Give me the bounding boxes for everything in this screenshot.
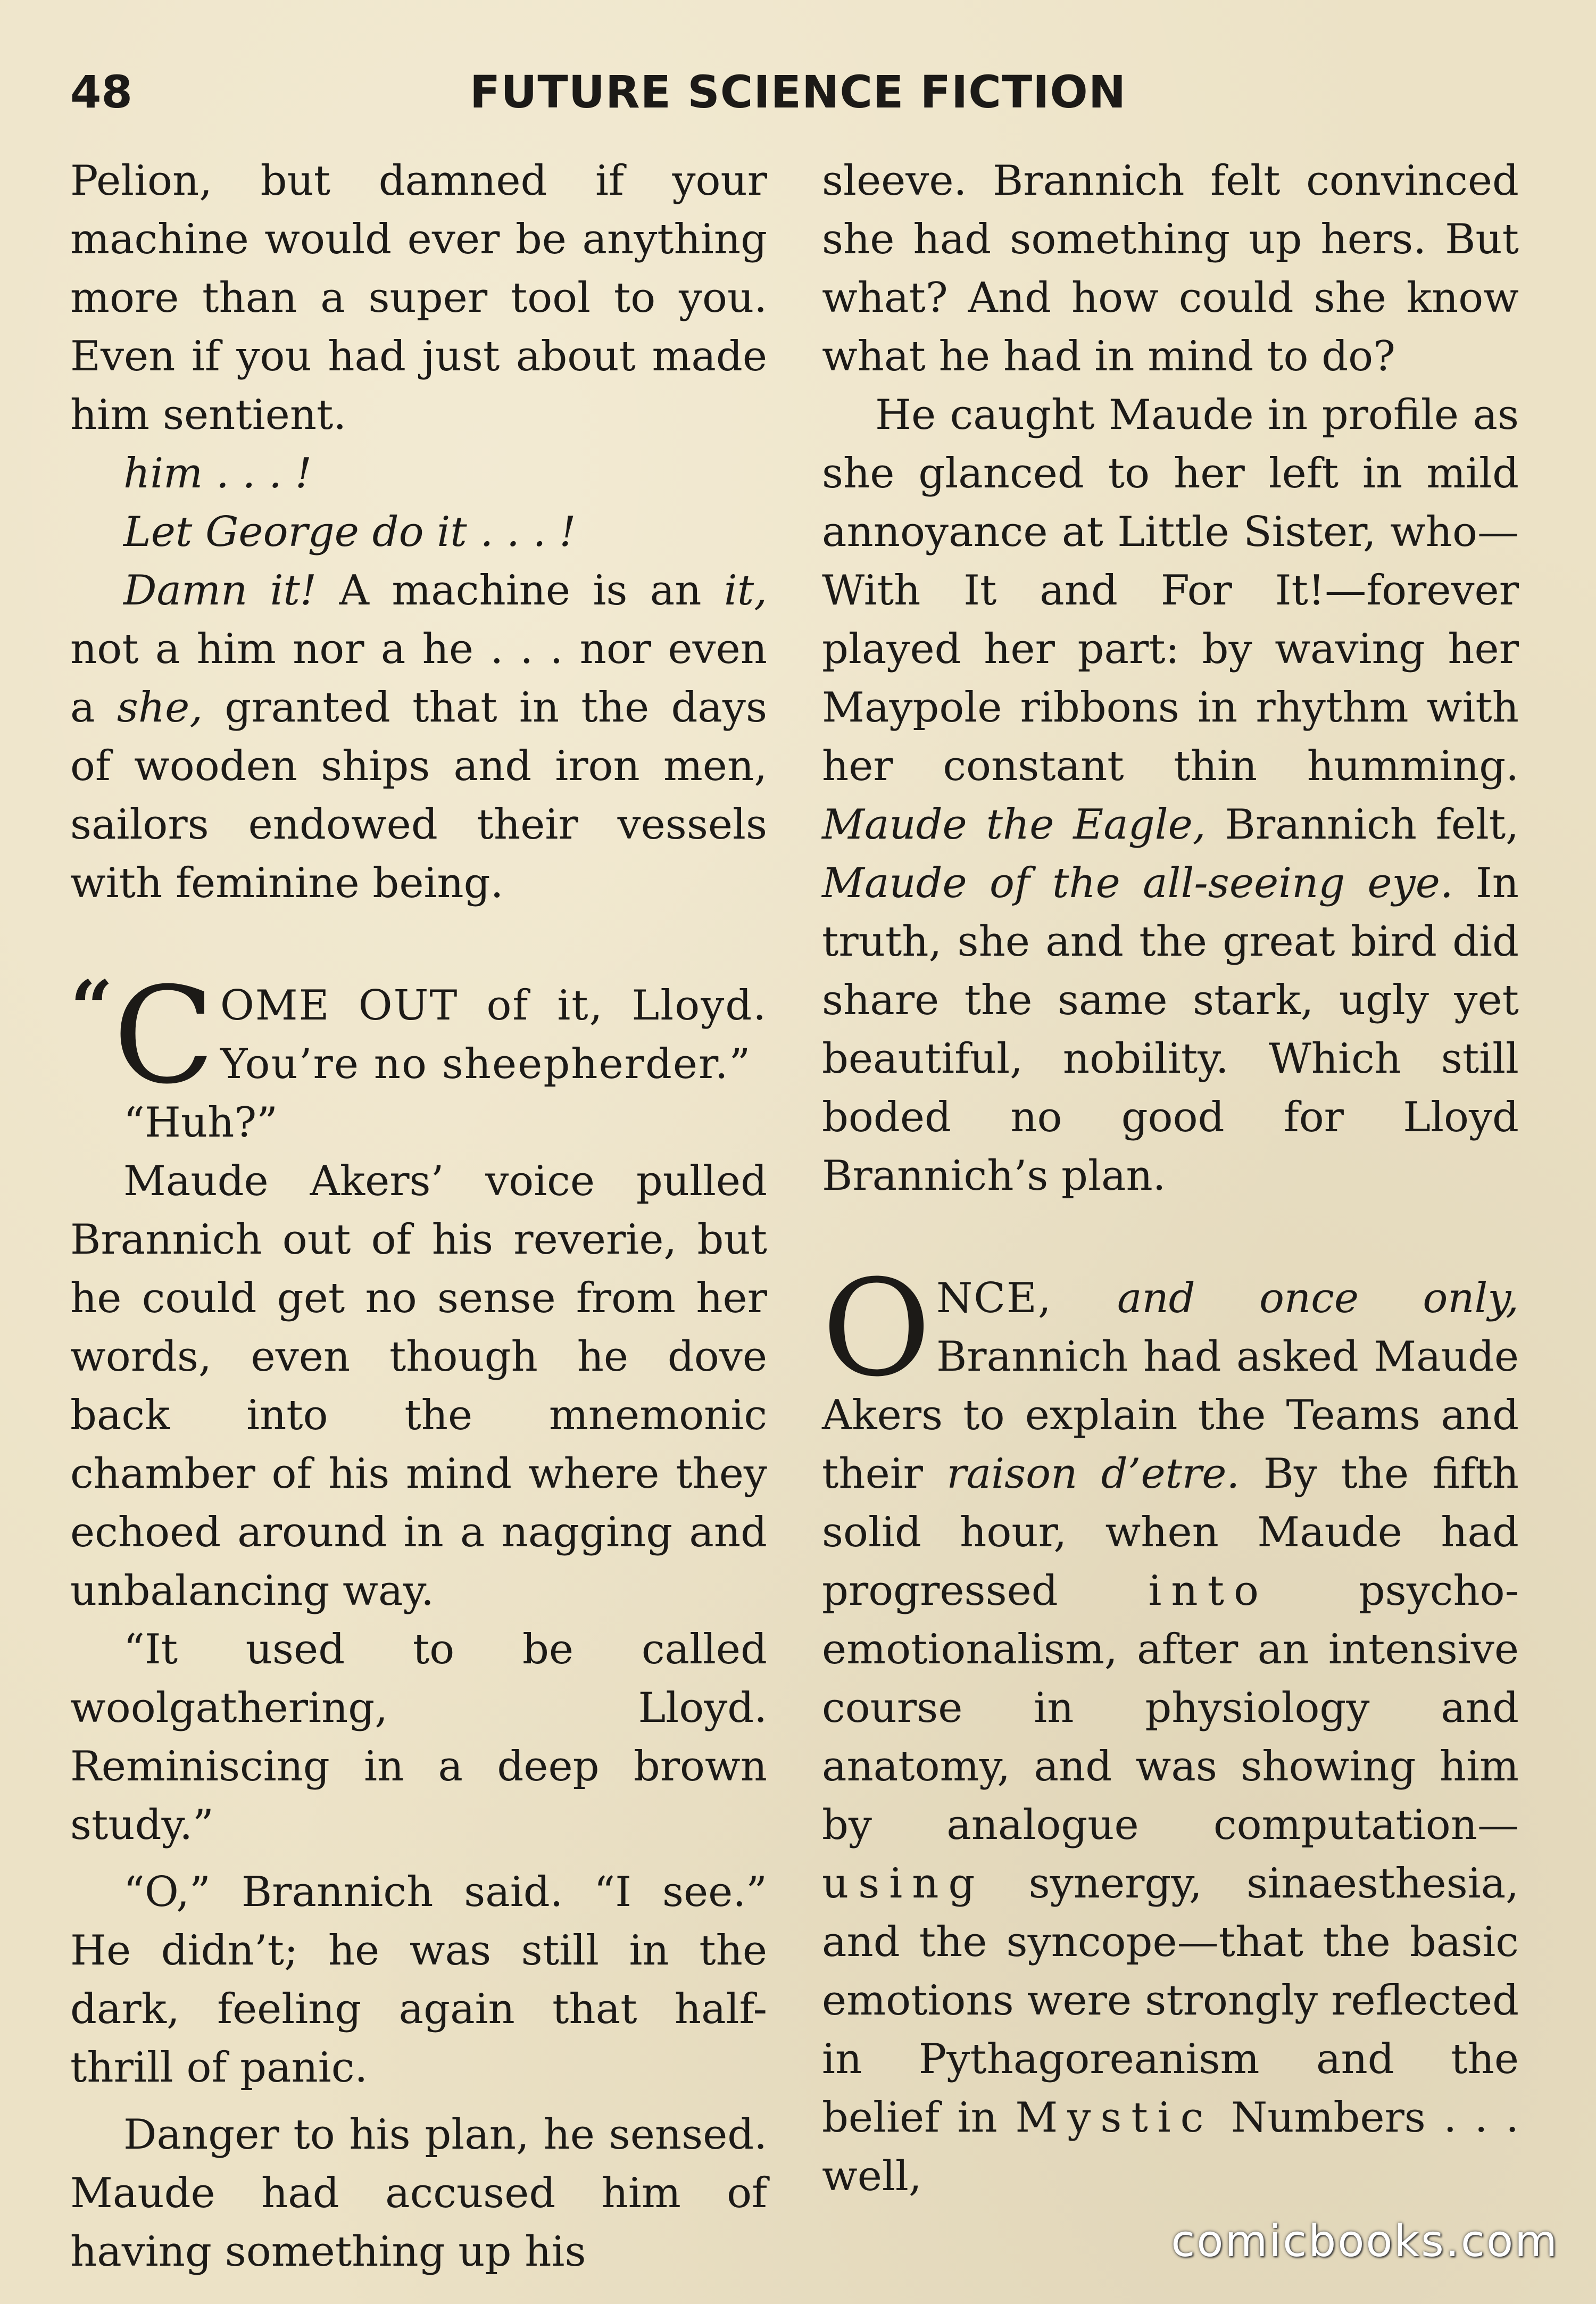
opening-quote: “ [70,965,113,1052]
watermark: comicbooks.com [1171,2216,1559,2267]
paragraph: “It used to be called woolgathering, Lloyd. Reminiscing in a deep brown study.” [70,1626,767,1849]
section-opening-paragraph [70,958,767,1113]
paragraph [70,503,767,561]
spacer [70,2097,767,2106]
text-run: NCE, [936,1274,1117,1322]
text-run: Brannich felt, [1206,801,1519,849]
italic-text: and once only, [1117,1274,1519,1322]
page-number: 48 [70,66,132,118]
page-header [0,63,1596,121]
paragraph: sleeve. Brannich felt convinced she had something up hers. But what? And how could she know what he had in mind to do? [822,157,1519,380]
text-run: In truth, she and the great bird did share the same stark, ugly yet beautiful, nobility. Which still boded no good for Lloyd Brannich’s plan. [822,859,1519,1200]
paragraph: Danger to his plan, he sensed. Maude had accused him of having something up his [70,2111,767,2276]
spaced-text: using [822,1860,985,1908]
italic-text: Damn it! [123,567,317,615]
text-run: A machine is an [317,567,724,615]
text-run: By the fifth solid hour, when Maude had progressed [822,1450,1519,1615]
paragraph [822,386,1519,1205]
spaced-text: into [1148,1567,1268,1615]
text-run: granted that in the days of wooden ships and iron men, sailors endowed their vessels with feminine being. [70,684,767,907]
italic-text: Maude of the all-seeing eye. [822,859,1453,907]
paragraph: “O,” Brannich said. “I see.” He didn’t; he was still in the dark, feeling again that half-thrill of panic. [70,1868,767,2092]
paragraph: Maude Akers’ voice pulled Brannich out of his reverie, but he could get no sense from her words, even though he dove back into the mnemonic chamber of his mind where they echoed around in a nagging and unbalancing way. [70,1157,767,1615]
section-opening-paragraph [822,1251,1519,2206]
running-title: FUTURE SCIENCE FICTION [469,66,1127,118]
text-run: Numbers . . . well, [822,2094,1519,2200]
text-run: OME OUT of it, Lloyd. You’re no sheepherder.” [220,982,767,1088]
right-column [822,152,1519,2206]
italic-text: Let George do it . . . ! [123,508,576,556]
paragraph: “Huh?” [123,1099,278,1147]
italic-text: she, [117,684,203,732]
italic-text: it, [724,567,767,615]
paragraph [70,444,767,503]
italic-text: Maude the Eagle, [822,801,1206,849]
italic-text: raison d’etre. [946,1450,1240,1498]
drop-cap: O [822,1251,931,1406]
text-run: not a him nor a he . . . nor even a [70,625,767,732]
paragraph: Pelion, but damned if your machine would ever be anything more than a super tool to you. Even if you had just about made him sentient. [70,157,767,439]
text-run: psycho-emotionalism, after an intensive course in physiology and anatomy, and was showing him by analogue computation— [822,1567,1519,1849]
spacer [70,1854,767,1863]
left-column [70,152,767,2281]
text-run: Brannich had asked Maude Akers to explain the Teams and their [822,1333,1519,1498]
text-run: He caught Maude in profile as she glanced to her left in mild annoyance at Little Sister, who—With It and For It!—forever played her part: by waving her Maypole ribbons in rhythm with her constant thin humming. [822,391,1519,790]
italic-text: him . . . ! [123,450,312,498]
text-run: synergy, sinaesthesia, and the syncope—that the basic emotions were strongly reflected in Pythagoreanism and the belief in [822,1860,1519,2142]
paragraph [70,561,767,913]
drop-cap: C [113,958,215,1113]
spaced-text: Mystic [1015,2094,1213,2142]
